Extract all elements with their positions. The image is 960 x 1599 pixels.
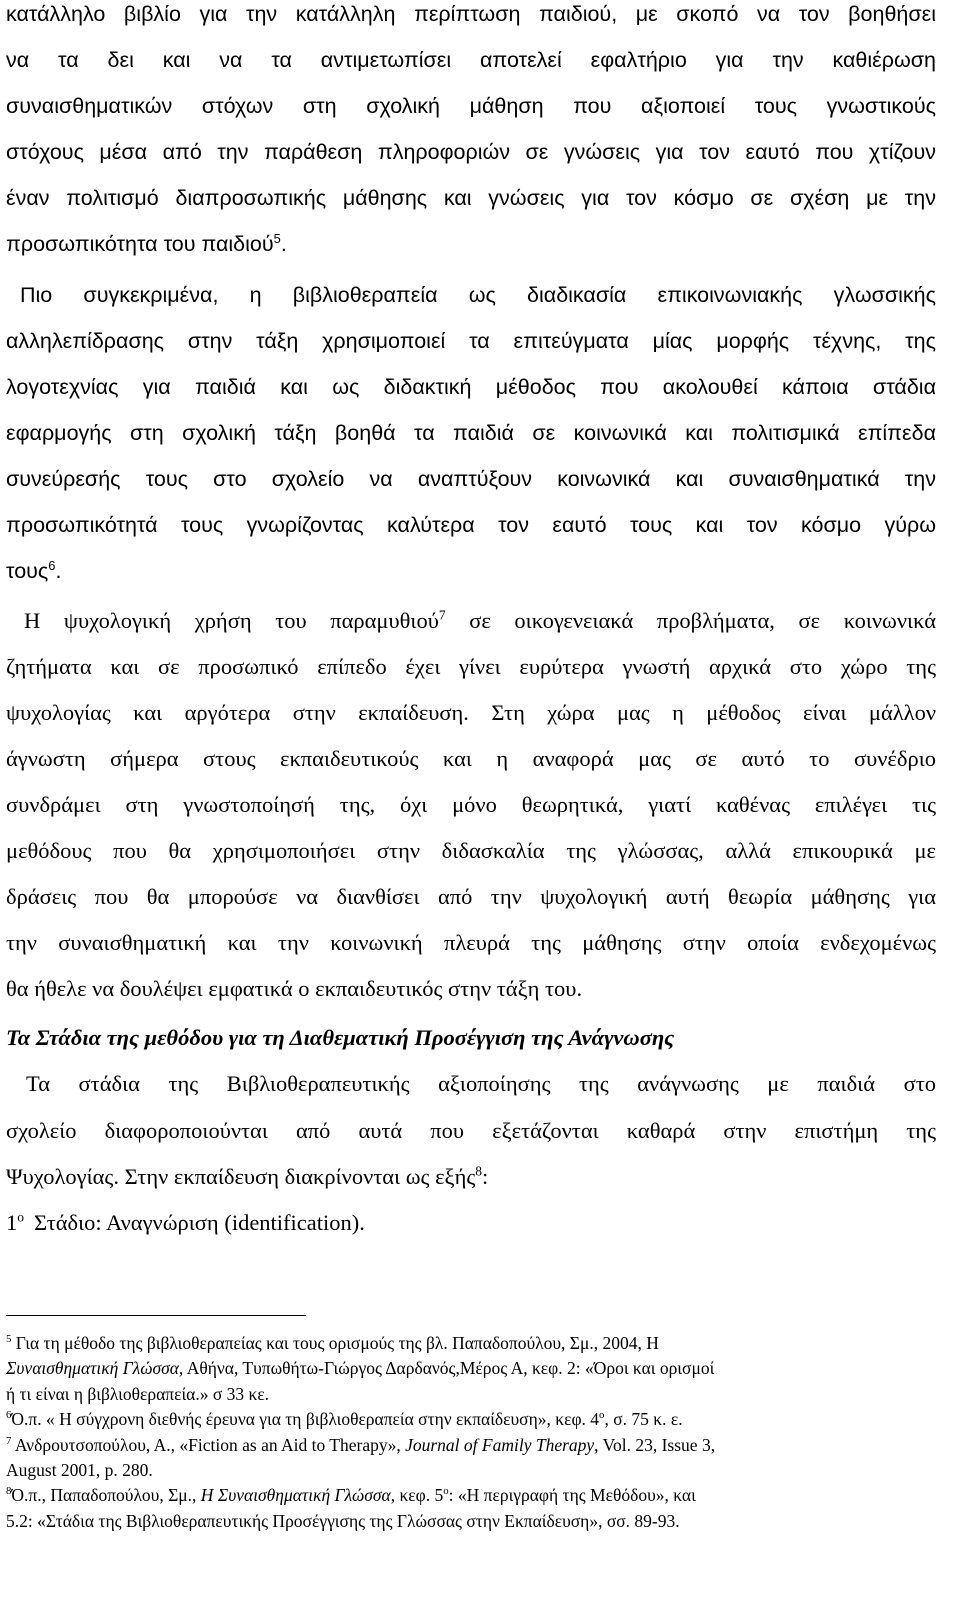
- body-line: Πιο συγκεκριμένα, η βιβλιοθεραπεία ως διαδικασία επικοινωνιακής γλωσσικής: [20, 283, 936, 307]
- body-text: .: [55, 559, 62, 583]
- body-line: την συναισθηματική και την κοινωνική πλευρά της μάθησης στην οποία ενδεχομένως: [6, 930, 936, 955]
- footnote-mark: 6: [6, 1409, 12, 1422]
- footnote-6: [6, 1411, 936, 1429]
- footnote-5: [6, 1335, 936, 1353]
- footnote-8: [6, 1487, 936, 1505]
- body-line: δράσεις που θα μπορούσε να διανθίσει από την ψυχολογική αυτή θεωρία μάθησης για: [6, 884, 936, 909]
- section-heading: Τα Στάδια της μεθόδου για τη Διαθεματική Προσέγγιση της Ανάγνωσης: [6, 1025, 675, 1050]
- body-line: αλληλεπίδρασης στην τάξη χρησιμοποιεί τα επιτεύγματα μίας μορφής τέχνης, της: [6, 329, 936, 353]
- stage-number: 1: [6, 1210, 18, 1235]
- body-line: άγνωστη σήμερα στους εκπαιδευτικούς και η αναφορά μας σε αυτό το συνέδριο: [6, 746, 936, 771]
- body-line: λογοτεχνίας για παιδιά και ως διδακτική μέθοδος που ακολουθεί κάποια στάδια: [6, 375, 936, 399]
- body-text: προσωπικότητα του παιδιού: [6, 232, 274, 256]
- footnote-ref-6: 6: [48, 557, 56, 573]
- footnote-text: Ό.π. « Η σύγχρονη διεθνής έρευνα για τη βιβλιοθεραπεία στην εκπαίδευση», κεφ. 4: [11, 1409, 600, 1429]
- footnote-ref-5: 5: [273, 230, 281, 246]
- footnote-text: Ό.π., Παπαδοπούλου, Σμ.,: [11, 1485, 197, 1505]
- body-line: εφαρμογής στη σχολική τάξη βοηθά τα παιδιά σε κοινωνικά και πολιτισμικά επίπεδα: [6, 421, 936, 445]
- footnote-7: [6, 1437, 936, 1455]
- body-text: Ψυχολογίας. Στην εκπαίδευση διακρίνονται ως εξής: [6, 1164, 476, 1189]
- footnote-ref-8: 8: [475, 1163, 482, 1179]
- footnote-mark: 5: [6, 1333, 12, 1346]
- footnote-5-line: [6, 1360, 936, 1378]
- ordinal: ο: [443, 1485, 449, 1498]
- body-text: Η ψυχολογική χρήση του παραμυθιού$^7$: [24, 607, 446, 633]
- body-line: Τα στάδια της Βιβλιοθεραπευτικής αξιοποίησης της ανάγνωσης με παιδιά στο: [26, 1071, 936, 1096]
- footnote-ref-7: 7: [438, 607, 446, 623]
- body-line: [6, 557, 936, 583]
- footnote-text: , σ. 75 κ. ε.: [604, 1409, 683, 1429]
- footnote-mark: 8: [6, 1485, 12, 1498]
- footnote-text: Αθήνα, Τυπωθήτω-Γιώργος Δαρδανός,Μέρος Α, κεφ. 2: «Όροι και ορισμοί: [186, 1358, 715, 1378]
- body-text: :: [482, 1164, 489, 1189]
- stage-text: Στάδιο: Αναγνώριση (identification).: [34, 1210, 365, 1235]
- body-line: συνδράμει στη γνωστοποίησή της, όχι μόνο θεωρητικά, γιατί καθένας επιλέγει τις: [6, 792, 936, 817]
- stage-ordinal: ο: [17, 1209, 24, 1225]
- body-text: .: [280, 232, 287, 256]
- body-line: [6, 1163, 936, 1189]
- ordinal: ο: [599, 1409, 605, 1422]
- footnote-text: , Vol. 23, Issue 3,: [594, 1435, 716, 1455]
- body-line: θα ήθελε να δουλέψει εμφατικά ο εκπαιδευτικός στην τάξη του.: [6, 976, 583, 1001]
- journal-title: Journal of Family Therapy: [405, 1435, 595, 1455]
- footnote-text: Για τη μέθοδο της βιβλιοθεραπείας και τους ορισμούς της βλ. Παπαδοπούλου, Σμ., 2004, Η: [15, 1333, 659, 1353]
- body-text: Στη χώρα μας η μέθοδος είναι μάλλον: [491, 700, 937, 725]
- body-line: συνεύρεσής τους στο σχολείο να αναπτύξουν κοινωνικά και συναισθηματικά την: [6, 467, 936, 491]
- footnote-8-line: 5.2: «Στάδια της Βιβλιοθεραπευτικής Προσέγγισης της Γλώσσας στην Εκπαίδευση», σσ. 89-93.: [6, 1511, 680, 1531]
- body-line: κατάλληλο βιβλίο για την κατάλληλη περίπτωση παιδιού, με σκοπό να τον βοηθήσει: [6, 2, 936, 26]
- body-text: ψυχολογίας και αργότερα στην εκπαίδευση.: [6, 700, 469, 725]
- body-line: σχολείο διαφοροποιούνται από αυτά που εξετάζονται καθαρά στην επιστήμη της: [6, 1118, 936, 1143]
- stage-line: [6, 1209, 936, 1235]
- body-line: [6, 230, 936, 256]
- body-line: συναισθηματικών στόχων στη σχολική μάθηση που αξιοποιεί τους γνωστικούς: [6, 94, 936, 118]
- footnote-text: Ανδρουτσοπούλου, Α., «Fiction as an Aid to Therapy»,: [14, 1435, 401, 1455]
- book-title: Η Συναισθηματική Γλώσσα,: [200, 1485, 396, 1505]
- footnote-text: : «Η περιγραφή της Μεθόδου», και: [448, 1485, 696, 1505]
- body-line: ζητήματα και σε προσωπικό επίπεδο έχει γίνει ευρύτερα γνωστή αρχικά στο χώρο της: [6, 654, 936, 679]
- body-text: τους: [6, 559, 49, 583]
- body-line: στόχους μέσα από την παράθεση πληροφοριών σε γνώσεις για τον εαυτό που χτίζουν: [6, 140, 936, 164]
- body-line: [24, 607, 937, 633]
- footnote-5-line: ή τι είναι η βιβλιοθεραπεία.» σ 33 κε.: [6, 1384, 270, 1404]
- footnote-separator: [6, 1315, 306, 1316]
- footnote-7-line: August 2001, p. 280.: [6, 1460, 153, 1480]
- body-text: σε οικογενειακά προβλήματα, σε κοινωνικά: [469, 608, 937, 633]
- body-line: μεθόδους που θα χρησιμοποιήσει στην διδασκαλία της γλώσσας, αλλά επικουρικά με: [6, 838, 936, 863]
- footnote-mark: 7: [6, 1435, 12, 1448]
- body-line: [6, 702, 936, 725]
- footnote-text: κεφ. 5: [399, 1485, 444, 1505]
- book-title: Συναισθηματική Γλώσσα,: [6, 1358, 184, 1378]
- body-line: προσωπικότητά τους γνωρίζοντας καλύτερα τον εαυτό τους και τον κόσμο γύρω: [6, 513, 936, 537]
- body-line: να τα δει και να τα αντιμετωπίσει αποτελεί εφαλτήριο για την καθιέρωση: [6, 48, 936, 72]
- body-line: έναν πολιτισμό διαπροσωπικής μάθησης και γνώσεις για τον κόσμο σε σχέση με την: [6, 186, 936, 210]
